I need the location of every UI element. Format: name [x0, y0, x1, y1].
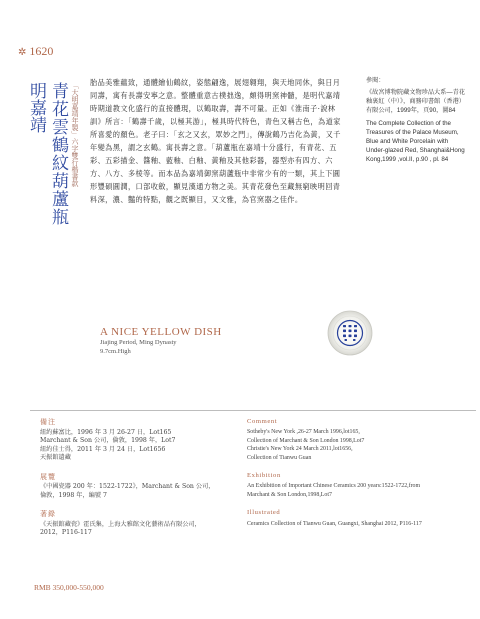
- exhibition-cn-heading: 展覽: [40, 472, 56, 481]
- provenance-cn-section: [40, 418, 230, 463]
- english-title-block: [100, 326, 222, 356]
- exhibition-en-line: Marchant & Son London,1998,Lot7: [247, 491, 332, 498]
- title-cn-mark: 「大明嘉靖年製」六字雙行楷書款: [71, 82, 79, 187]
- comment-en-line: Collection of Tianwu Guan: [247, 454, 312, 461]
- title-cn-period: 明嘉靖: [26, 82, 46, 133]
- illustrated-en-heading: Illustrated: [247, 509, 281, 517]
- provenance-cn-heading: 備注: [40, 418, 56, 426]
- comment-en-line: Christie's New York 24 March 2011,lot1656,: [247, 446, 353, 453]
- comment-en-heading: Comment: [247, 418, 278, 425]
- title-cn-main: 青花雲鶴紋葫蘆瓶: [48, 82, 68, 226]
- exhibition-en-line: An Exhibition of Important Chinese Ceramics 200 years:1522-1722,from: [247, 483, 421, 490]
- lot-number: [18, 44, 53, 59]
- reference-block: [366, 76, 466, 164]
- lot-number-text: 1620: [29, 44, 54, 58]
- exhibition-cn-line: 《中國瓷器 200 年：1522-1722》，Marchant & Son 公司，: [40, 483, 215, 490]
- dish-mark-image: [327, 310, 373, 356]
- reference-heading: 參閱：: [366, 77, 385, 84]
- english-title: A NICE YELLOW DISH: [100, 326, 222, 338]
- provenance-cn-line: Marchant & Son 公司，倫敦，1998 年，Lot7: [40, 437, 176, 444]
- literature-cn-line: 2012，P116-117: [40, 529, 92, 536]
- exhibition-cn-line: 倫敦，1998 年，編號 7: [40, 491, 107, 499]
- comment-en-line: Collection of Marchant & Son London 1998,Lot7: [247, 437, 365, 444]
- exhibition-cn-section: [40, 473, 230, 501]
- reference-en: The Complete Collection of the Treasures of the Palace Museum, Blue and White Porcelain with Under-glazed Red, Shanghai&Hong Kong,1999 ,vol.II, p.90 , pl. 84: [366, 120, 465, 163]
- exhibition-en-section: [247, 472, 467, 499]
- description-cn: 胎品美雅蘊致，通體繪仙鶴紋，姿態翩逸，展翅翱翔，與天地同休，與日月同壽，寓有長壽安寧之意。整體重意古樸拙逸，頗得明窯神髓，是明代嘉靖時期道教文化盛行的直接體現，以鶴取壽，壽不可量。正如《淮南子·說林訓》所言：「鶴壽千歲，以極其游」，極具時代特色，青色又稱古色，為道家所喜愛的顏色。老子曰：「玄之又玄，眾妙之門」，傳說鶴乃吉化為黃，又千年變為黑，謂之玄鶴。寓長壽之意。「葫蘆瓶在嘉靖十分盛行，有青花、五彩、五彩描金、醬釉、藍釉、白釉、黃釉及其他彩器，器型亦有四方、六方、八方、多棱等。而本品為嘉靖御窯葫蘆瓶中非常少有的一類，其上下圓形豐碩圓潤，口部收斂，顯見漢通方物之美。其青花發色至藏無窮映明回青料深，濃、豔的特點，觀之既顯目，又文雅，為官窯器之佳作。: [90, 78, 341, 204]
- provenance-cn-line: 紐約蘇富比，1996 年 3 月 26-27 日，Lot165: [40, 428, 172, 436]
- literature-cn-section: [40, 510, 230, 538]
- comment-en-line: Sotheby's New York ,26-27 March 1996,lot165,: [247, 429, 360, 436]
- literature-cn-line: 《天振館藏瓷》霍氏集，上海大雅館文化藝術品有限公司，: [40, 520, 201, 528]
- english-size: 9.7cm.High: [100, 348, 131, 355]
- comment-en-section: [247, 418, 467, 462]
- lot-star-icon: ✲: [18, 47, 27, 58]
- literature-cn-heading: 著錄: [40, 510, 56, 518]
- english-period: Jiajing Period, Ming Dynasty: [100, 339, 177, 346]
- illustrated-en-section: [247, 509, 467, 528]
- exhibition-en-heading: Exhibition: [247, 472, 281, 480]
- provenance-cn-line: 紐約佳士得，2011 年 3 月 24 日，Lot1656: [40, 445, 166, 453]
- price-estimate: RMB 350,000-550,000: [34, 583, 104, 592]
- illustrated-en-line: Ceramics Collection of Tianwu Guan, Guangxi, Shanghai 2012, P116-117: [247, 520, 422, 527]
- english-notes-column: [247, 418, 467, 538]
- provenance-cn-line: 天振館遺藏: [40, 454, 71, 461]
- section-divider: [30, 410, 476, 411]
- chinese-notes-column: [40, 418, 230, 548]
- reference-cn: 《故宮博物院藏文物珍品大系—青花釉裏紅（中）》，商務印書館（香港）有限公司，1999年，頁90，圖84: [366, 89, 465, 114]
